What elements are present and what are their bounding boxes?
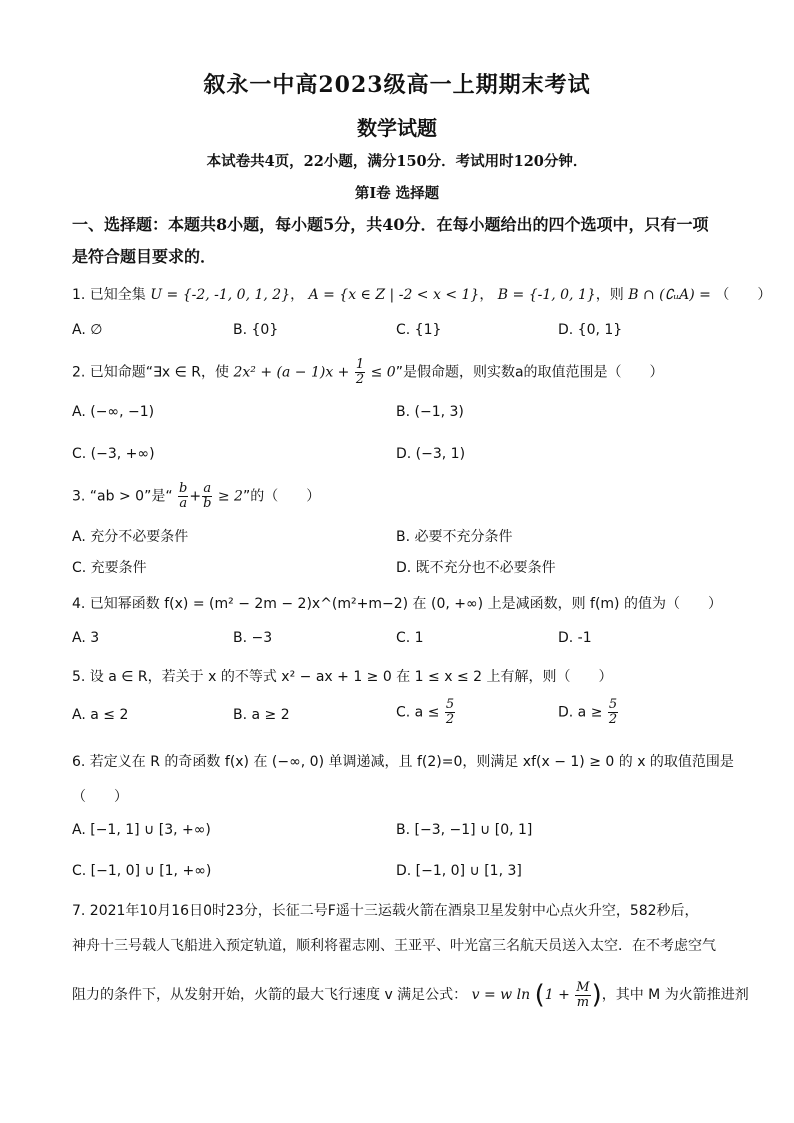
q6-option-a[interactable]: A. [−1, 1] ∪ [3, +∞): [72, 822, 211, 838]
q2-option-a[interactable]: A. (−∞, −1): [72, 404, 155, 420]
q2-option-b[interactable]: B. (−1, 3): [396, 404, 464, 420]
q5-option-c[interactable]: [396, 698, 456, 727]
q7-formula-a: v = w ln: [471, 987, 531, 1003]
q2-option-d[interactable]: D. (−3, 1): [396, 446, 466, 462]
q7-paren-right: ): [591, 980, 602, 1010]
q5-d-fraction: [608, 698, 618, 727]
q5-d-den: 2: [608, 712, 618, 727]
question-1: 1. 已知全集 U = {-2, -1, 0, 1, 2}， A = {x ∈ Z | -2 < x < 1}， B = {-1, 0, 1}，则 B ∩ (∁ᵤA) = （ ）: [72, 287, 772, 303]
q3-option-b[interactable]: B. 必要不充分条件: [396, 529, 513, 545]
q1-option-c[interactable]: C. {1}: [396, 322, 442, 338]
q2-frac-num: 1: [355, 357, 365, 372]
q3-option-a[interactable]: A. 充分不必要条件: [72, 529, 189, 545]
q2-expr-a: 2x² + (a − 1)x +: [233, 364, 350, 381]
q1-expr: B ∩ (∁ᵤA) =: [628, 287, 711, 303]
question-5: 5. 设 a ∈ R，若关于 x 的不等式 x² − ax + 1 ≥ 0 在 1 ≤ x ≤ 2 上有解，则（ ）: [72, 669, 613, 685]
q4-option-c[interactable]: C. 1: [396, 630, 424, 646]
q3-pre: 3. “ab > 0”是“: [72, 488, 173, 505]
q5-d-num: 5: [608, 697, 618, 712]
q3-f2-num: a: [203, 481, 212, 496]
q7-paren-left: (: [534, 980, 545, 1010]
question-6-line2: （ ）: [72, 789, 128, 805]
exam-subject: 数学试题: [357, 116, 437, 140]
section-instructions-line2: 是符合题目要求的．: [72, 247, 217, 266]
question-2: [72, 358, 664, 387]
q5-option-b[interactable]: B. a ≥ 2: [233, 707, 290, 723]
question-7-line2: 神舟十三号载人飞船进入预定轨道，顺利将翟志刚、王亚平、叶光富三名航天员送入太空．在不考虑空气: [72, 938, 716, 954]
q3-f1-num: b: [179, 481, 188, 496]
q7-frac-den: m: [576, 994, 590, 1010]
q3-fraction-1: [178, 482, 188, 511]
q1-pre: 1. 已知全集: [72, 287, 146, 303]
q4-option-d[interactable]: D. -1: [558, 630, 592, 646]
q1-paren: （ ）: [715, 287, 772, 303]
q3-tail: ”的（ ）: [242, 488, 321, 505]
q5-option-d-label: D. a ≥: [558, 704, 603, 721]
q6-option-b[interactable]: B. [−3, −1] ∪ [0, 1]: [396, 822, 533, 838]
exam-title: 叙永一中高2023级高一上期期末考试: [203, 72, 591, 98]
q3-f2-den: b: [203, 496, 212, 511]
q3-f1-den: a: [179, 496, 188, 511]
q2-frac-den: 2: [355, 372, 365, 387]
q3-ge: ≥ 2: [217, 488, 243, 505]
q6-option-c[interactable]: C. [−1, 0] ∪ [1, +∞): [72, 863, 212, 879]
q3-fraction-2: [202, 482, 212, 511]
q1-set-a: A = {x ∈ Z | -2 < x < 1}: [308, 287, 480, 303]
q6-option-d[interactable]: D. [−1, 0] ∪ [1, 3]: [396, 863, 522, 879]
q4-option-a[interactable]: A. 3: [72, 630, 100, 646]
q3-plus: +: [189, 488, 202, 505]
q1-option-b[interactable]: B. {0}: [233, 322, 279, 338]
question-7-line1: 7. 2021年10月16日0时23分，长征二号F遥十三运载火箭在酒泉卫星发射中心点火升空，582秒后，: [72, 903, 699, 919]
q3-option-d[interactable]: D. 既不充分也不必要条件: [396, 560, 556, 576]
q4-option-b[interactable]: B. −3: [233, 630, 273, 646]
q3-option-c[interactable]: C. 充要条件: [72, 560, 147, 576]
q5-c-num: 5: [445, 697, 455, 712]
question-3: [72, 482, 320, 511]
q1-option-a[interactable]: A. ∅: [72, 322, 103, 338]
q5-option-a[interactable]: A. a ≤ 2: [72, 707, 129, 723]
q2-tail: ”是假命题，则实数a的取值范围是（ ）: [395, 364, 664, 381]
exam-info: 本试卷共4页，22小题，满分150分．考试用时120分钟．: [206, 153, 588, 170]
q2-fraction: [355, 358, 365, 387]
q2-option-c[interactable]: C. (−3, +∞): [72, 446, 155, 462]
q5-c-den: 2: [445, 712, 455, 727]
q1-set-b: B = {-1, 0, 1}: [497, 287, 596, 303]
exam-part: 第I卷 选择题: [354, 185, 440, 202]
question-6-line1: 6. 若定义在 R 的奇函数 f(x) 在 (−∞, 0) 单调递减，且 f(2)=0，则满足 xf(x − 1) ≥ 0 的 x 的取值范围是: [72, 754, 734, 770]
q7-frac-num: M: [576, 979, 590, 995]
section-instructions-line1: 一、选择题：本题共8小题，每小题5分，共40分．在每小题给出的四个选项中，只有一项: [72, 215, 709, 234]
q1-tail: ，则: [595, 287, 624, 303]
q7-line3-tail: ，其中 M 为火箭推进剂: [601, 987, 749, 1003]
q2-expr-b: ≤ 0: [370, 364, 396, 381]
q7-fraction: [575, 981, 590, 1010]
q5-c-fraction: [445, 698, 455, 727]
question-7-line3: [72, 980, 749, 1010]
question-4: 4. 已知幂函数 f(x) = (m² − 2m − 2)x^(m²+m−2) 在 (0, +∞) 上是减函数，则 f(m) 的值为（ ）: [72, 596, 722, 612]
q1-option-d[interactable]: D. {0, 1}: [558, 322, 623, 338]
q7-line3-pre: 阻力的条件下，从发射开始，火箭的最大飞行速度 v 满足公式：: [72, 987, 468, 1003]
q7-formula-one: 1 +: [544, 987, 570, 1003]
q5-option-d[interactable]: [558, 698, 619, 727]
q1-set-u: U = {-2, -1, 0, 1, 2}: [150, 287, 291, 303]
q2-pre: 2. 已知命题“∃x ∈ R，使: [72, 364, 230, 381]
q5-option-c-label: C. a ≤: [396, 704, 440, 721]
